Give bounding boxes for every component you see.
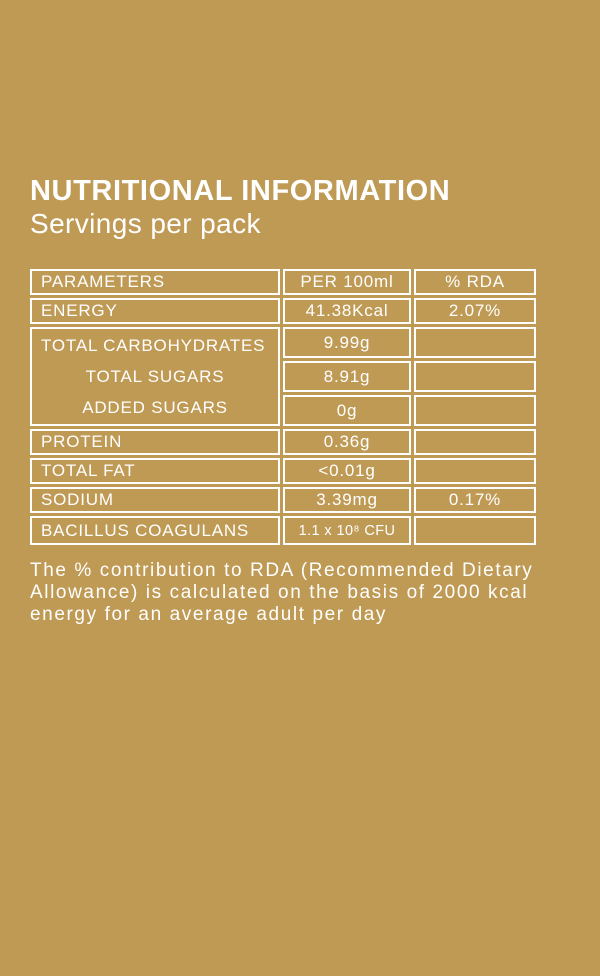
cell-value-total-fat: <0.01g xyxy=(283,458,411,484)
cell-parameter-energy: ENERGY xyxy=(30,298,280,324)
cell-rda-energy: 2.07% xyxy=(414,298,536,324)
table-row-total-carbohydrates xyxy=(30,327,536,358)
table-row-total-fat xyxy=(30,458,536,484)
cell-rda-sodium: 0.17% xyxy=(414,487,536,513)
cell-rda-total-sugars xyxy=(414,361,536,392)
table-row-energy xyxy=(30,298,536,324)
cell-parameter-sodium: SODIUM xyxy=(30,487,280,513)
column-header-parameters: PARAMETERS xyxy=(30,269,280,295)
cell-value-energy: 41.38Kcal xyxy=(283,298,411,324)
cell-rda-protein xyxy=(414,429,536,455)
cell-rda-total-carbohydrates xyxy=(414,327,536,358)
cell-value-total-carbohydrates: 9.99g xyxy=(283,327,411,358)
cell-rda-added-sugars xyxy=(414,395,536,426)
column-header-rda: % RDA xyxy=(414,269,536,295)
footnote-line-2: Allowance) is calculated on the basis of 2000 kcal xyxy=(30,581,529,603)
cell-parameter-carbohydrates-group xyxy=(30,327,280,426)
cell-value-bacillus-coagulans: 1.1 x 10⁸ CFU xyxy=(283,516,411,545)
cell-rda-bacillus-coagulans xyxy=(414,516,536,545)
column-header-per-100ml: PER 100ml xyxy=(283,269,411,295)
table-row-sodium xyxy=(30,487,536,513)
page-subtitle: Servings per pack xyxy=(30,207,261,239)
table-row-bacillus-coagulans xyxy=(30,516,536,545)
rda-footnote xyxy=(30,560,600,626)
table-header-row xyxy=(30,269,536,295)
cell-parameter-protein: PROTEIN xyxy=(30,429,280,455)
cell-value-total-sugars: 8.91g xyxy=(283,361,411,392)
nutrition-table xyxy=(27,266,539,548)
cell-value-protein: 0.36g xyxy=(283,429,411,455)
cell-rda-total-fat xyxy=(414,458,536,484)
footnote-line-3: energy for an average adult per day xyxy=(30,603,388,625)
nutrition-label-page xyxy=(0,176,600,976)
footnote-line-1: The % contribution to RDA (Recommended Dietary xyxy=(30,559,534,581)
label-total-carbohydrates: TOTAL CARBOHYDRATES xyxy=(41,335,266,355)
label-added-sugars: ADDED SUGARS xyxy=(82,397,228,417)
label-total-sugars: TOTAL SUGARS xyxy=(85,366,225,386)
page-title: NUTRITIONAL INFORMATION xyxy=(30,175,451,207)
cell-parameter-bacillus-coagulans: BACILLUS COAGULANS xyxy=(30,516,280,545)
cell-parameter-total-fat: TOTAL FAT xyxy=(30,458,280,484)
cell-value-added-sugars: 0g xyxy=(283,395,411,426)
table-row-protein xyxy=(30,429,536,455)
cell-value-sodium: 3.39mg xyxy=(283,487,411,513)
